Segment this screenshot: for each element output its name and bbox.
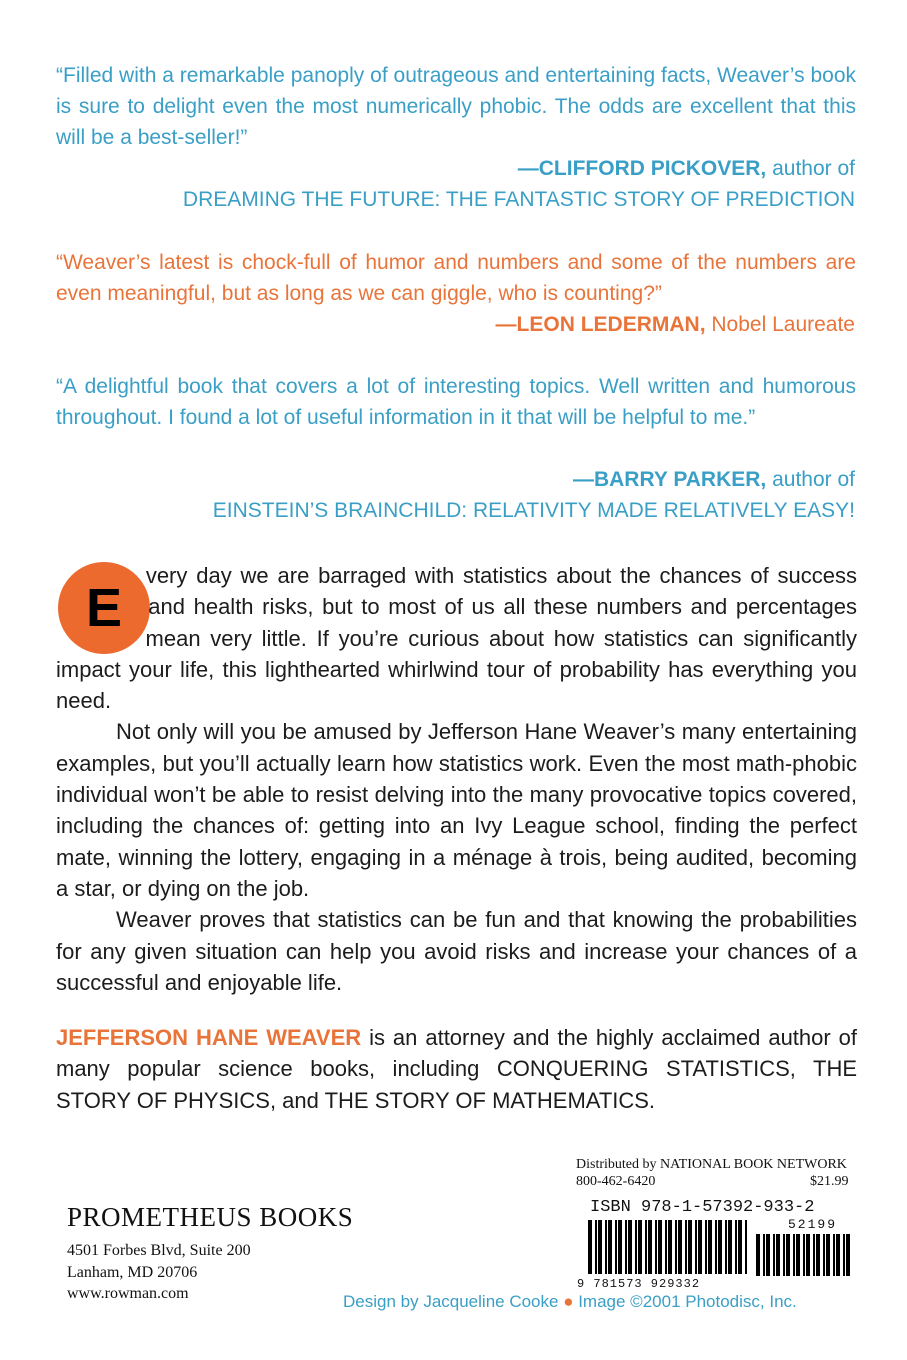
barcode-digits: 9 781573 929332 (577, 1277, 701, 1291)
barcode-bar (628, 1220, 632, 1274)
barcode-bar (625, 1220, 627, 1274)
barcode-bar (678, 1220, 682, 1274)
isbn-barcode (588, 1220, 748, 1278)
barcode-bar (588, 1220, 592, 1274)
barcode-bar (688, 1220, 692, 1274)
barcode-bar (735, 1220, 737, 1274)
barcode-bar (605, 1220, 607, 1274)
barcode-bar (668, 1220, 672, 1274)
author-bio-text: is an attorney and the highly acclaimed author of many popular science books, including CONQUERING STATISTICS, THE STORY OF PHYSICS, and THE STORY OF MATHEMATICS. (56, 1025, 858, 1113)
quote-2-role: Nobel Laureate (705, 313, 855, 336)
barcode-bar (715, 1220, 717, 1274)
quote-3-author: —BARRY PARKER, (572, 468, 767, 491)
drop-cap: E (58, 562, 150, 654)
barcode-bar (705, 1220, 707, 1274)
publisher-name: PROMETHEUS BOOKS (67, 1202, 354, 1232)
distributor-phone: 800-462-6420 (576, 1174, 656, 1189)
barcode-bar (645, 1220, 647, 1274)
barcode-bar (846, 1234, 850, 1276)
barcode-bar (675, 1220, 677, 1274)
barcode-bar (786, 1234, 790, 1276)
barcode-bar (806, 1234, 810, 1276)
barcode-bar (816, 1234, 820, 1276)
barcode-bar (796, 1234, 800, 1276)
barcode-bar (598, 1220, 602, 1274)
barcode-bar (833, 1234, 835, 1276)
description-para-1: very day we are barraged with statistics about the chances of success and health risks, but to most of us all these numbers and percentages mean very little. If you’re curious about how statistics can significantly impact your life, this lighthearted whirlwind tour of probability has everything you need. (56, 563, 857, 714)
quote-3-text: “A delightful book that covers a lot of interesting topics. Well written and humorous throughout. I found a lot of useful information in it that will be helpful to me.” (56, 375, 856, 429)
barcode-bar (783, 1234, 785, 1276)
barcode-bar (826, 1234, 830, 1276)
quote-3-attribution (573, 464, 855, 495)
barcode-bar (648, 1220, 652, 1274)
quote-1-text: “Filled with a remarkable panoply of outrageous and entertaining facts, Weaver’s book is sure to delight even the most numerically phobic. The odds are excellent that this will be a best-seller!” (56, 64, 856, 149)
quote-1-book: DREAMING THE FUTURE: THE FANTASTIC STORY OF PREDICTION (182, 188, 855, 211)
quote-1-role: author of (766, 157, 855, 180)
barcode-bar (595, 1220, 597, 1274)
quote-3-book: EINSTEIN’S BRAINCHILD: RELATIVITY MADE RELATIVELY EASY! (212, 499, 855, 522)
quote-2-author: —LEON LEDERMAN, (495, 313, 706, 336)
bullet-icon: ● (563, 1292, 579, 1311)
design-credit: Design by Jacqueline Cooke (343, 1292, 559, 1311)
quote-1-attribution (518, 153, 855, 184)
description-para-3: Weaver proves that statistics can be fun and that knowing the probabilities for any given situation can help you avoid risks and increase your chances of a successful and enjoyable life. (56, 907, 857, 995)
barcode-bar (763, 1234, 765, 1276)
barcode-bar (836, 1234, 840, 1276)
quote-2-text: “Weaver’s latest is chock-full of humor and numbers and some of the numbers are even meaningful, but as long as we can giggle, who is counting?” (56, 251, 856, 305)
quote-3-role: author of (766, 468, 855, 491)
author-name: JEFFERSON HANE WEAVER (56, 1025, 362, 1050)
publisher-address-1: 4501 Forbes Blvd, Suite 200 (67, 1242, 251, 1259)
barcode-bar (635, 1220, 637, 1274)
barcode-bar (698, 1220, 702, 1274)
barcode-bar (813, 1234, 815, 1276)
barcode-bar (638, 1220, 642, 1274)
barcode-bar (745, 1220, 747, 1274)
drop-cap-spacer (56, 560, 156, 653)
barcode-bar (615, 1220, 617, 1274)
barcode-bar (776, 1234, 780, 1276)
barcode-bar (618, 1220, 622, 1274)
quote-2-attribution (496, 309, 855, 340)
barcode-bar (708, 1220, 712, 1274)
description (56, 560, 857, 998)
barcode-bar (738, 1220, 742, 1274)
barcode-bar (608, 1220, 612, 1274)
barcode-bar (725, 1220, 727, 1274)
publisher-website: www.rowman.com (67, 1285, 189, 1302)
barcode-bar (843, 1234, 845, 1276)
barcode-bar (728, 1220, 732, 1274)
barcode-bar (823, 1234, 825, 1276)
distributor-line: Distributed by NATIONAL BOOK NETWORK (576, 1157, 847, 1172)
price-barcode (756, 1234, 854, 1278)
barcode-bar (695, 1220, 697, 1274)
price-code: 52199 (788, 1217, 838, 1232)
barcode-bar (718, 1220, 722, 1274)
credits (343, 1292, 797, 1312)
price: $21.99 (810, 1174, 849, 1189)
isbn-text: ISBN 978-1-57392-933-2 (590, 1198, 815, 1217)
image-credit: Image ©2001 Photodisc, Inc. (578, 1292, 797, 1311)
barcode-bar (685, 1220, 687, 1274)
barcode-bar (665, 1220, 667, 1274)
barcode-bar (655, 1220, 657, 1274)
barcode-bar (756, 1234, 760, 1276)
barcode-bar (793, 1234, 795, 1276)
barcode-bar (803, 1234, 805, 1276)
quote-1-author: —CLIFFORD PICKOVER, (517, 157, 767, 180)
author-bio (56, 1022, 857, 1116)
barcode-bar (766, 1234, 770, 1276)
barcode-bar (773, 1234, 775, 1276)
publisher-address-2: Lanham, MD 20706 (67, 1264, 198, 1281)
description-para-2: Not only will you be amused by Jefferson Hane Weaver’s many entertaining examples, but you’ll actually learn how statistics work. Even the most math-phobic individual won’t be able to resist delving into the many provocative topics covered, including the chances of: getting into an Ivy League school, finding the perfect mate, winning the lottery, engaging in a ménage à trois, being audited, becoming a star, or dying on the job. (56, 719, 857, 901)
barcode-bar (658, 1220, 662, 1274)
